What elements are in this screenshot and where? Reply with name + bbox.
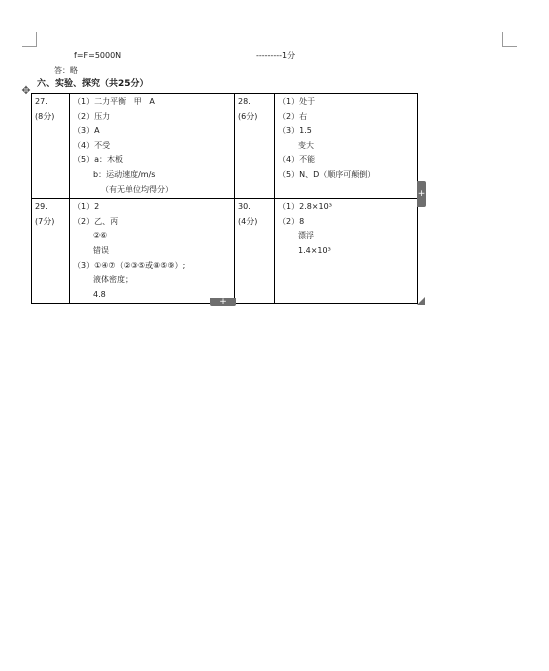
- answer-line: （4）不能: [278, 155, 316, 165]
- question-number: 30.: [238, 202, 251, 212]
- answer-line: （2）右: [278, 111, 308, 121]
- crop-mark-top-right: [502, 32, 517, 47]
- question-number-cell: [235, 94, 275, 199]
- question-number-cell: [32, 94, 70, 199]
- question-number: 28.: [238, 97, 251, 106]
- answer-subline: 漂浮: [298, 231, 314, 241]
- answer-subline: 变大: [298, 140, 314, 150]
- answer-table: [31, 93, 418, 304]
- move-handle-icon[interactable]: ✥: [21, 84, 31, 97]
- question-number-cell: [32, 199, 70, 304]
- answer-line: （3）A: [73, 126, 100, 136]
- answer-line: （1）处于: [278, 97, 316, 106]
- answer-line: （5）a：木板: [73, 155, 123, 165]
- add-row-icon[interactable]: +: [210, 298, 236, 306]
- question-number: 27.: [35, 97, 48, 106]
- answer-subline: ②⑥: [93, 231, 108, 241]
- score-note: ---------1分: [256, 51, 296, 60]
- question-points: (8分): [35, 111, 55, 121]
- answer-subline: 1.4×10³: [298, 245, 331, 255]
- formula-line: f=F=5000N: [74, 51, 122, 60]
- question-points: (4分): [238, 216, 258, 226]
- answer-line: （2）8: [278, 216, 305, 226]
- table-row: [32, 94, 418, 199]
- answer-cell: [70, 199, 235, 304]
- resize-handle-icon[interactable]: [417, 297, 425, 305]
- answer-subline: b：运动速度/m/s: [93, 169, 156, 179]
- answer-line: （3）1.5: [278, 126, 312, 136]
- answer-subline: 液体密度；: [93, 275, 133, 285]
- answer-line: （2）压力: [73, 111, 111, 121]
- answer-cell: [275, 94, 418, 199]
- table-row: [32, 199, 418, 304]
- question-number: 29.: [35, 202, 48, 212]
- question-number-cell: [235, 199, 275, 304]
- answer-cell: [70, 94, 235, 199]
- answer-subline: 错误: [93, 245, 109, 255]
- answer-line: （1）2: [73, 202, 100, 212]
- question-points: (7分): [35, 216, 55, 226]
- answer-line: （3）①④⑦（②③⑤或⑧⑤⑨）;: [73, 260, 186, 270]
- section-title: 六、实验、探究（共25分）: [37, 79, 149, 89]
- answer-line: （1）2.8×10³: [278, 202, 332, 212]
- answer-note: （有无单位均得分）: [101, 184, 173, 194]
- answer-line: （1）二力平衡 甲 A: [73, 97, 155, 106]
- answer-line: （2）乙、丙: [73, 216, 119, 226]
- crop-mark-top-left: [22, 32, 37, 47]
- answer-line: 答：略: [54, 66, 78, 75]
- answer-line: （4）不受: [73, 140, 111, 150]
- add-column-icon[interactable]: +: [417, 181, 426, 207]
- question-points: (6分): [238, 111, 258, 121]
- answer-cell: [275, 199, 418, 304]
- answer-line: （5）N、D（顺序可颠倒）: [278, 169, 376, 179]
- answer-subline: 4.8: [93, 289, 106, 299]
